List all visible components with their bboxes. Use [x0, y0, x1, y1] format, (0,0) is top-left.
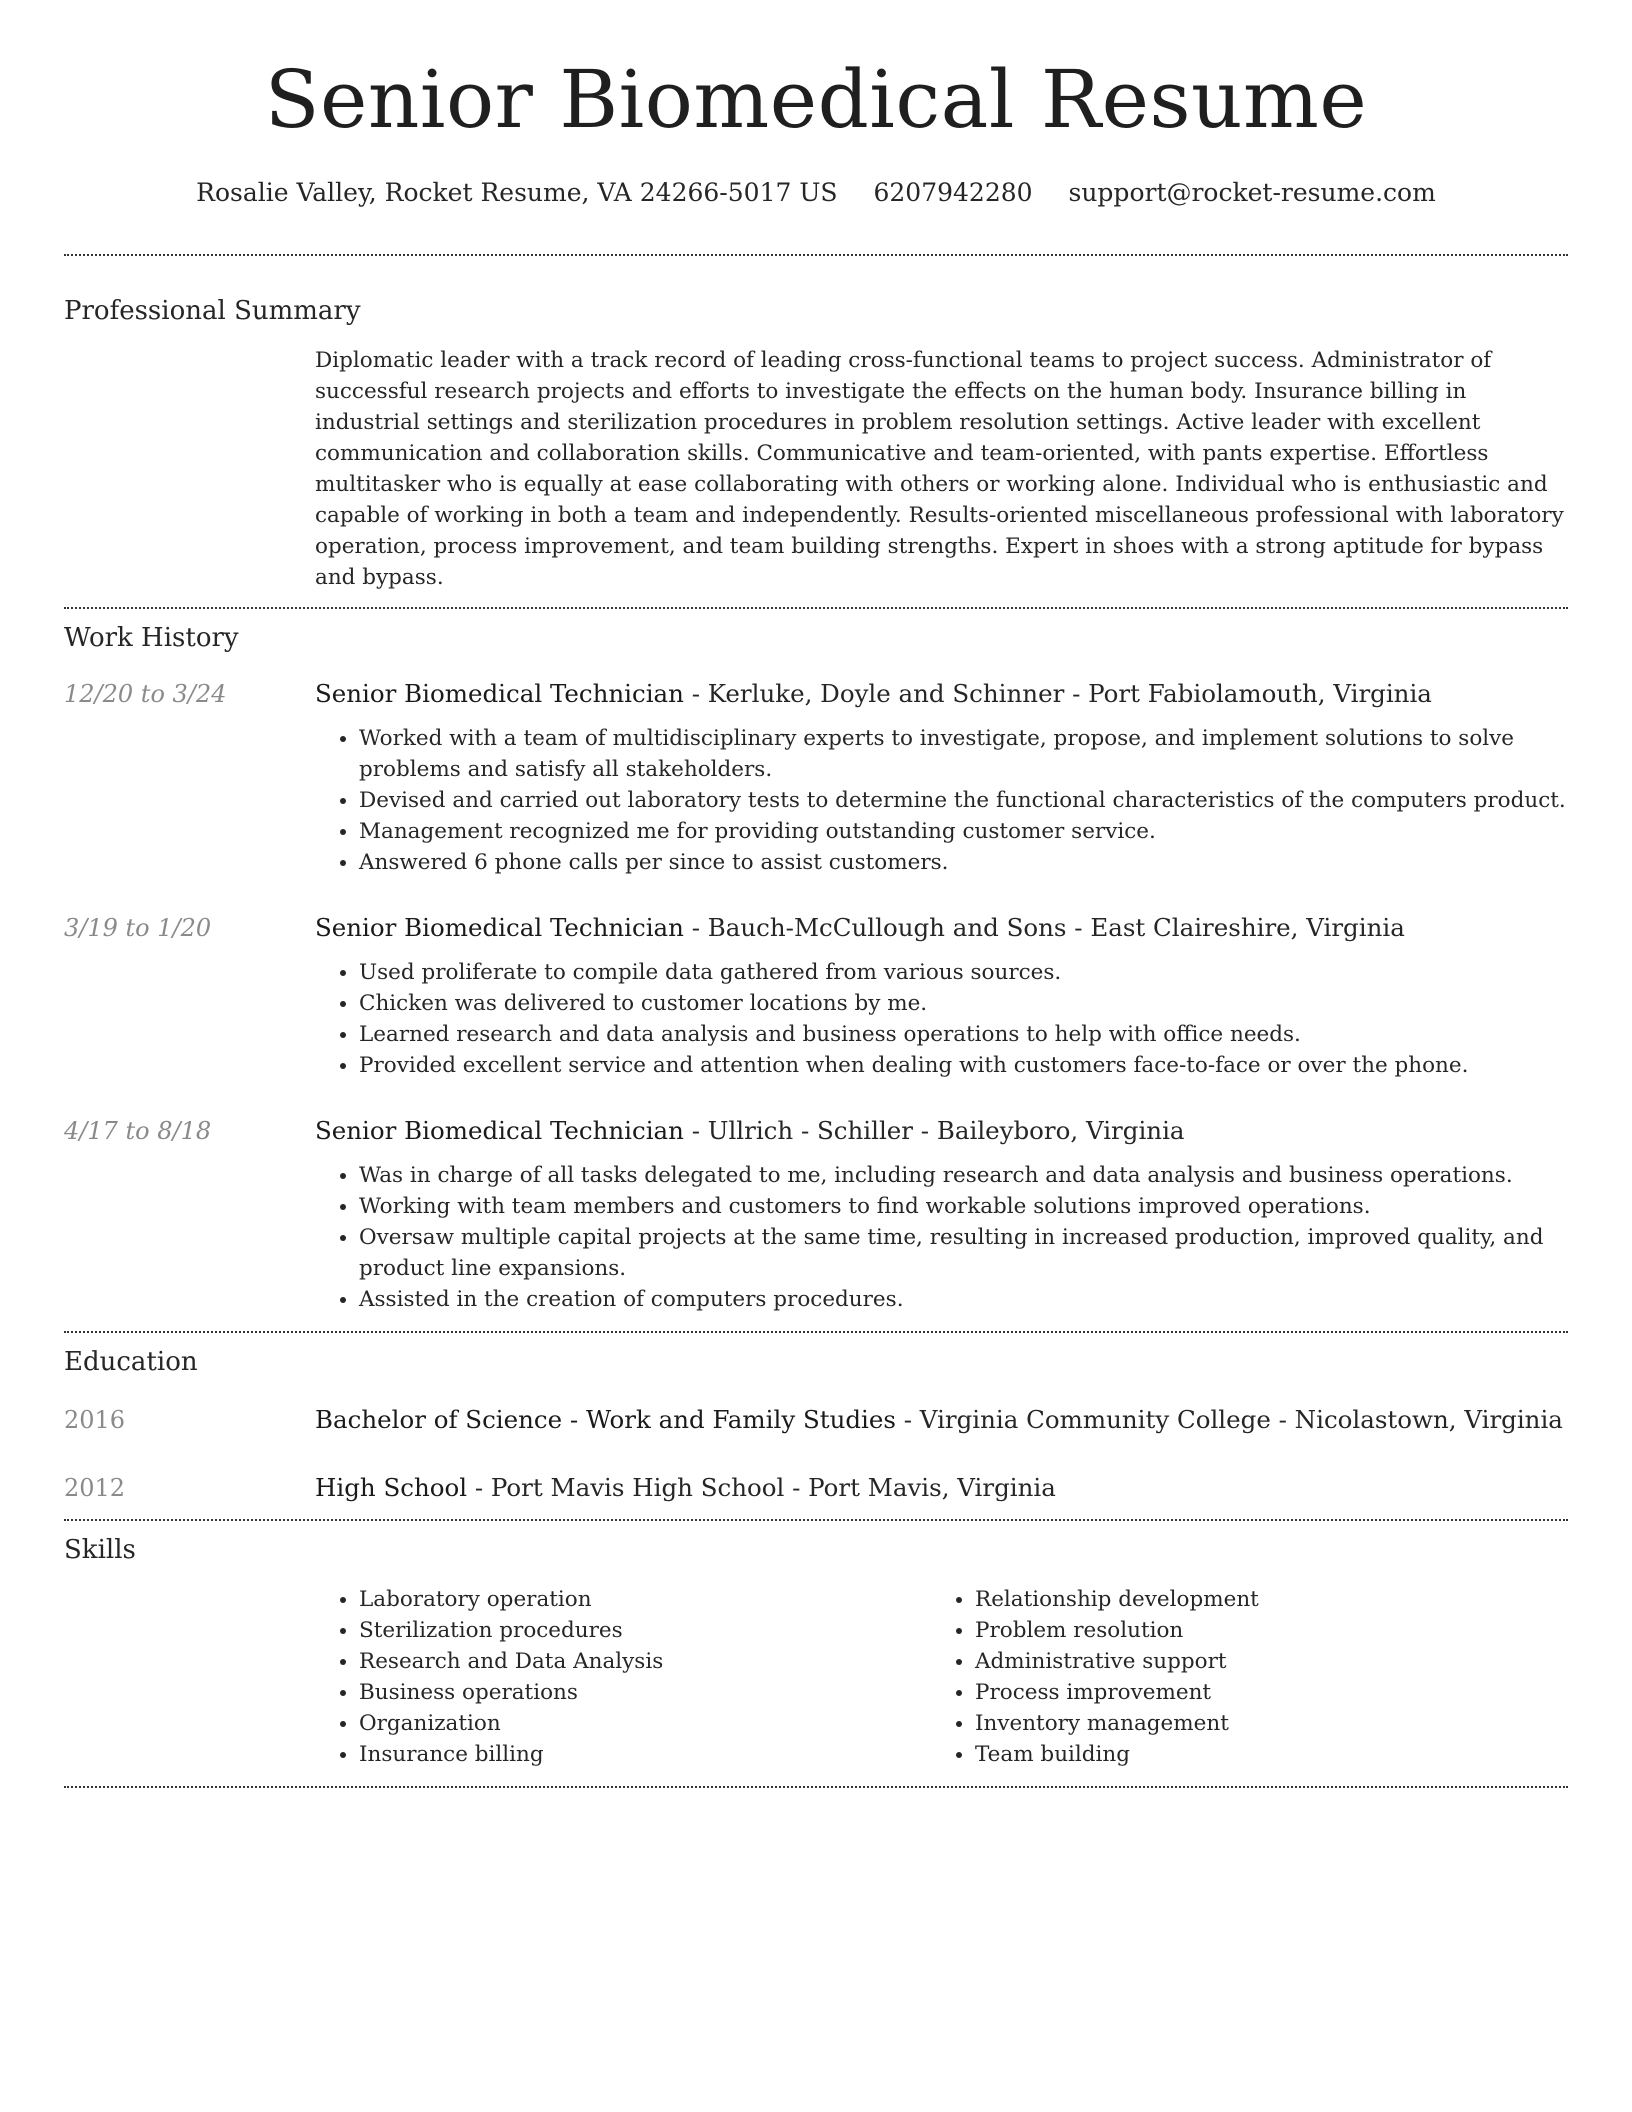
- job-date: 4/17 to 8/18: [64, 1117, 212, 1145]
- skills-columns: [315, 1584, 1568, 1770]
- education-entry: [64, 1471, 1568, 1505]
- skill-item: • Laboratory operation: [359, 1584, 931, 1615]
- resume-page: [64, 0, 1568, 1788]
- job-bullet: • Assisted in the creation of computers procedures.: [359, 1284, 1568, 1315]
- job-bullet: • Working with team members and customers to find workable solutions improved operations.: [359, 1191, 1568, 1222]
- summary-title: Professional Summary: [64, 296, 361, 326]
- job-bullet: • Provided excellent service and attention when dealing with customers face-to-face or over the phone.: [359, 1050, 1568, 1081]
- skills-list-right: [931, 1584, 1547, 1770]
- education-entry: [64, 1403, 1568, 1437]
- education-section: [64, 1333, 1568, 1505]
- contact-email: support@rocket-resume.com: [1068, 178, 1436, 207]
- skills-title: Skills: [64, 1535, 136, 1565]
- job-bullet: • Worked with a team of multidisciplinary experts to investigate, propose, and implement solutions to solve problems and satisfy all stakeholders.: [359, 723, 1568, 785]
- skill-item: • Team building: [975, 1739, 1547, 1770]
- job-bullets: [315, 1160, 1568, 1315]
- education-date: 2016: [64, 1406, 126, 1434]
- job-role: Senior Biomedical Technician: [315, 679, 684, 708]
- skill-item: • Problem resolution: [975, 1615, 1547, 1646]
- job-details: - Kerluke, Doyle and Schinner - Port Fabiolamouth, Virginia: [683, 679, 1432, 708]
- contact-phone: 6207942280: [873, 178, 1033, 207]
- skills-divider: [64, 1786, 1568, 1788]
- education-degree: High School: [315, 1473, 468, 1502]
- job-date: 12/20 to 3/24: [64, 680, 227, 708]
- skill-item: • Process improvement: [975, 1677, 1547, 1708]
- contact-address: Rosalie Valley, Rocket Resume, VA 24266-5017 US: [196, 178, 838, 207]
- job-role: Senior Biomedical Technician: [315, 913, 684, 942]
- job-date: 3/19 to 1/20: [64, 914, 212, 942]
- job-details: - Ullrich - Schiller - Baileyboro, Virginia: [683, 1116, 1185, 1145]
- job-content: [315, 911, 1568, 1081]
- skill-item: • Inventory management: [975, 1708, 1547, 1739]
- education-degree: Bachelor of Science - Work and Family Studies: [315, 1405, 896, 1434]
- education-heading: [315, 1471, 1568, 1505]
- skill-item: • Relationship development: [975, 1584, 1547, 1615]
- job-heading: [315, 911, 1568, 945]
- skill-item: • Organization: [359, 1708, 931, 1739]
- job-bullet: • Answered 6 phone calls per since to assist customers.: [359, 847, 1568, 878]
- job-role: Senior Biomedical Technician: [315, 1116, 684, 1145]
- education-content: [315, 1403, 1568, 1437]
- job-details: - Bauch-McCullough and Sons - East Claireshire, Virginia: [683, 913, 1405, 942]
- job-heading: [315, 1114, 1568, 1148]
- job-bullet: • Oversaw multiple capital projects at the same time, resulting in increased production, improved quality, and product line expansions.: [359, 1222, 1568, 1284]
- contact-line: [64, 176, 1568, 210]
- job-bullet: • Learned research and data analysis and business operations to help with office needs.: [359, 1019, 1568, 1050]
- skill-item: • Business operations: [359, 1677, 931, 1708]
- skill-item: • Administrative support: [975, 1646, 1547, 1677]
- job-entry: [64, 1114, 1568, 1315]
- job-heading: [315, 677, 1568, 711]
- education-heading: [315, 1403, 1568, 1437]
- skills-section: [64, 1521, 1568, 1770]
- skill-item: • Sterilization procedures: [359, 1615, 931, 1646]
- job-bullet: • Used proliferate to compile data gathered from various sources.: [359, 957, 1568, 988]
- education-date: 2012: [64, 1474, 126, 1502]
- work-title: Work History: [64, 623, 239, 653]
- resume-title: Senior Biomedical Resume: [264, 53, 1368, 146]
- job-bullet: • Devised and carried out laboratory tests to determine the functional characteristics of the computers product.: [359, 785, 1568, 816]
- job-bullet: • Chicken was delivered to customer locations by me.: [359, 988, 1568, 1019]
- education-details: - Port Mavis High School - Port Mavis, Virginia: [467, 1473, 1056, 1502]
- job-content: [315, 1114, 1568, 1315]
- skills-list-left: [315, 1584, 931, 1770]
- education-title: Education: [64, 1347, 198, 1377]
- skill-item: • Research and Data Analysis: [359, 1646, 931, 1677]
- job-bullet: • Was in charge of all tasks delegated to me, including research and data analysis and business operations.: [359, 1160, 1568, 1191]
- education-details: - Virginia Community College - Nicolastown, Virginia: [895, 1405, 1563, 1434]
- summary-text: Diplomatic leader with a track record of leading cross-functional teams to project success. Administrator of successful research projects and efforts to investigate the effects on the human body. Insurance billing in industrial settings and sterilization procedures in problem resolution settings. Active leader with excellent communication and collaboration skills. Communicative and team-oriented, with pants expertise. Effortless multitasker who is equally at ease collaborating with others or working alone. Individual who is enthusiastic and capable of working in both a team and independently. Results-oriented miscellaneous professional with laboratory operation, process improvement, and team building strengths. Expert in shoes with a strong aptitude for bypass and bypass.: [315, 348, 1564, 590]
- education-content: [315, 1471, 1568, 1505]
- summary-section: [64, 256, 1568, 593]
- job-entry: [64, 677, 1568, 878]
- skill-item: • Insurance billing: [359, 1739, 931, 1770]
- job-bullets: [315, 957, 1568, 1081]
- job-bullet: • Management recognized me for providing outstanding customer service.: [359, 816, 1568, 847]
- job-bullets: [315, 723, 1568, 878]
- job-content: [315, 677, 1568, 878]
- work-section: [64, 609, 1568, 1315]
- job-entry: [64, 911, 1568, 1081]
